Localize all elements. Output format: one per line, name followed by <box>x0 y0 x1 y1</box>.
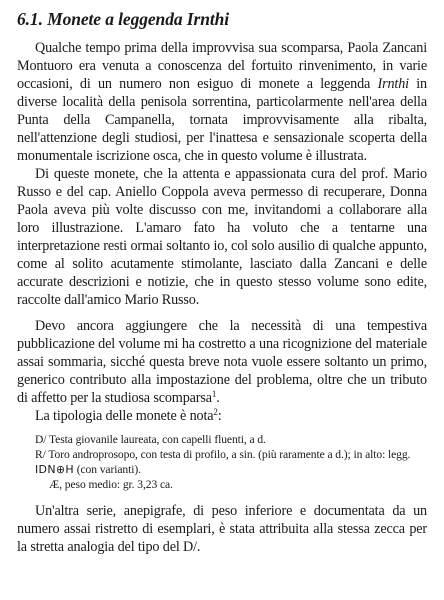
paragraph-1-text: Qualche tempo prima della improvvisa sua scomparsa, Paola Zancani Montuoro era venuta a conoscenza del fortuito rinvenimento, in varie occasioni, di un numero non esiguo di monete a leggenda <box>17 40 427 92</box>
section-heading: 6.1. Monete a leggenda Irnthi <box>17 9 229 29</box>
paragraph-1-italic: Irnthi <box>377 76 409 92</box>
paragraph-2: Di queste monete, che la attenta e appassionata cura del prof. Mario Russo e del cap. Aniello Coppola aveva permesso di recuperare, Donna Paola aveva più volte discusso con me, invitandomi a collaborare alla loro illustrazione. L'amaro fato ha voluto che a tentarne una interpretazione resti ormai soltanto io, col solo ausilio di qualche appunto, come al solito acutamente stimolante, lasciato dalla Zancani e delle accurate descrizioni e notizie, che in questo stesso volume sono edite, raccolte dall'amico Mario Russo. <box>17 166 427 308</box>
reverse-description: R/ Toro androprosopo, con testa di profilo, a sin. (più raramente a d.); in alto: legg. <box>35 448 411 461</box>
paragraph-1 <box>17 39 427 165</box>
obverse-description: D/ Testa giovanile laureata, con capelli fluenti, a d. <box>35 433 266 446</box>
paragraph-4-text: La tipologia delle monete è nota <box>35 408 214 424</box>
paragraph-4-end: : <box>217 408 222 424</box>
coin-description <box>35 432 427 492</box>
legend-text: IDN⊕H <box>35 463 74 476</box>
page <box>17 8 427 556</box>
legend-note: (con varianti). <box>73 463 141 476</box>
footnote-ref-1[interactable]: 1 <box>211 389 217 399</box>
paragraph-3 <box>17 317 427 407</box>
paragraph-3-end: . <box>216 390 220 406</box>
paragraph-4 <box>17 407 427 425</box>
paragraph-5: Un'altra serie, anepigrafe, di peso inferiore e documentata da un numero assai ristretto di esemplari, è stata attribuita alla stessa zecca per la stretta analogia del tipo del D/. <box>17 503 427 555</box>
paragraph-1-rest: in diverse località della penisola sorrentina, particolarmente nell'area della Punta della Campanella, tornata improvvisamente alla ribalta, nell'attenzione degli studiosi, per l'inattesa e sensazionale scoperta della monumentale iscrizione osca, che in questo volume è illustrata. <box>17 76 427 164</box>
paragraph-3-text: Devo ancora aggiungere che la necessità di una tempestiva pubblicazione del volume mi ha costretto a una ricognizione del materiale assai sommaria, sicché questa breve nota vuole essere soltanto un primo, generico contributo alla impostazione del problema, oltre che un tributo di affetto per la studiosa scomparsa <box>17 318 427 406</box>
legend-line <box>35 462 427 477</box>
footnote-ref-2[interactable]: 2 <box>213 407 218 417</box>
weight-description: Æ, peso medio: gr. 3,23 ca. <box>49 478 173 491</box>
